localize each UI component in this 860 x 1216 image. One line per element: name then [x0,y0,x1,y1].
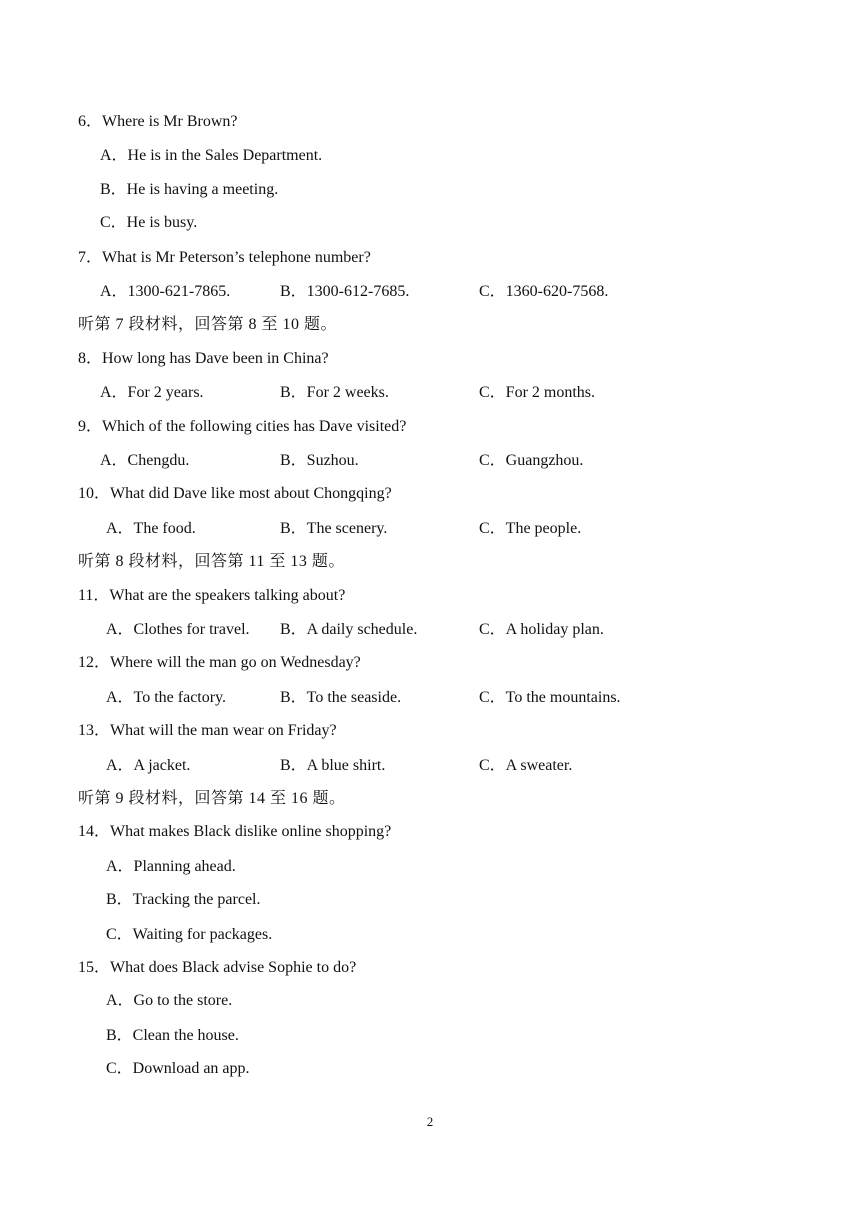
q7-option-a: A．1300-621-7865. [100,283,231,300]
q6-option-b: B．He is having a meeting. [100,181,279,198]
q12-option-c: C．To the mountains. [479,689,621,706]
q11-option-c: C．A holiday plan. [479,621,604,638]
question-9: 9．Which of the following cities has Dave visited? [78,418,407,435]
section-heading-9: 听第 9 段材料，回答第 14 至 16 题。 [78,790,346,807]
q14-option-a: A．Planning ahead. [106,858,236,875]
question-14: 14．What makes Black dislike online shopping? [78,823,392,840]
question-15: 15．What does Black advise Sophie to do? [78,959,357,976]
question-6: 6．Where is Mr Brown? [78,113,238,130]
q10-option-c: C．The people. [479,520,582,537]
q13-option-c: C．A sweater. [479,757,573,774]
q13-option-b: B．A blue shirt. [280,757,386,774]
q15-option-a: A．Go to the store. [106,992,233,1009]
q11-option-a: A．Clothes for travel. [106,621,250,638]
q9-option-a: A．Chengdu. [100,452,190,469]
q8-option-c: C．For 2 months. [479,384,596,401]
question-10: 10．What did Dave like most about Chongqing? [78,485,392,502]
q6-option-c: C．He is busy. [100,214,198,231]
q15-option-b: B．Clean the house. [106,1027,239,1044]
q7-option-c: C．1360-620-7568. [479,283,609,300]
q8-option-a: A．For 2 years. [100,384,204,401]
question-8: 8．How long has Dave been in China? [78,350,329,367]
q12-option-b: B．To the seaside. [280,689,402,706]
section-heading-8: 听第 8 段材料，回答第 11 至 13 题。 [78,553,345,570]
q7-option-b: B．1300-612-7685. [280,283,410,300]
q6-option-a: A．He is in the Sales Department. [100,147,323,164]
q9-option-c: C．Guangzhou. [479,452,584,469]
q15-option-c: C．Download an app. [106,1060,250,1077]
q14-option-b: B．Tracking the parcel. [106,891,261,908]
question-11: 11．What are the speakers talking about? [78,587,346,604]
question-13: 13．What will the man wear on Friday? [78,722,337,739]
section-heading-7: 听第 7 段材料，回答第 8 至 10 题。 [78,316,338,333]
q10-option-a: A．The food. [106,520,196,537]
q12-option-a: A．To the factory. [106,689,227,706]
q11-option-b: B．A daily schedule. [280,621,418,638]
question-12: 12．Where will the man go on Wednesday? [78,654,361,671]
q8-option-b: B．For 2 weeks. [280,384,389,401]
q10-option-b: B．The scenery. [280,520,388,537]
page-number: 2 [426,1114,434,1129]
q9-option-b: B．Suzhou. [280,452,359,469]
question-7: 7．What is Mr Peterson’s telephone number? [78,249,371,266]
q13-option-a: A．A jacket. [106,757,191,774]
q14-option-c: C．Waiting for packages. [106,926,273,943]
